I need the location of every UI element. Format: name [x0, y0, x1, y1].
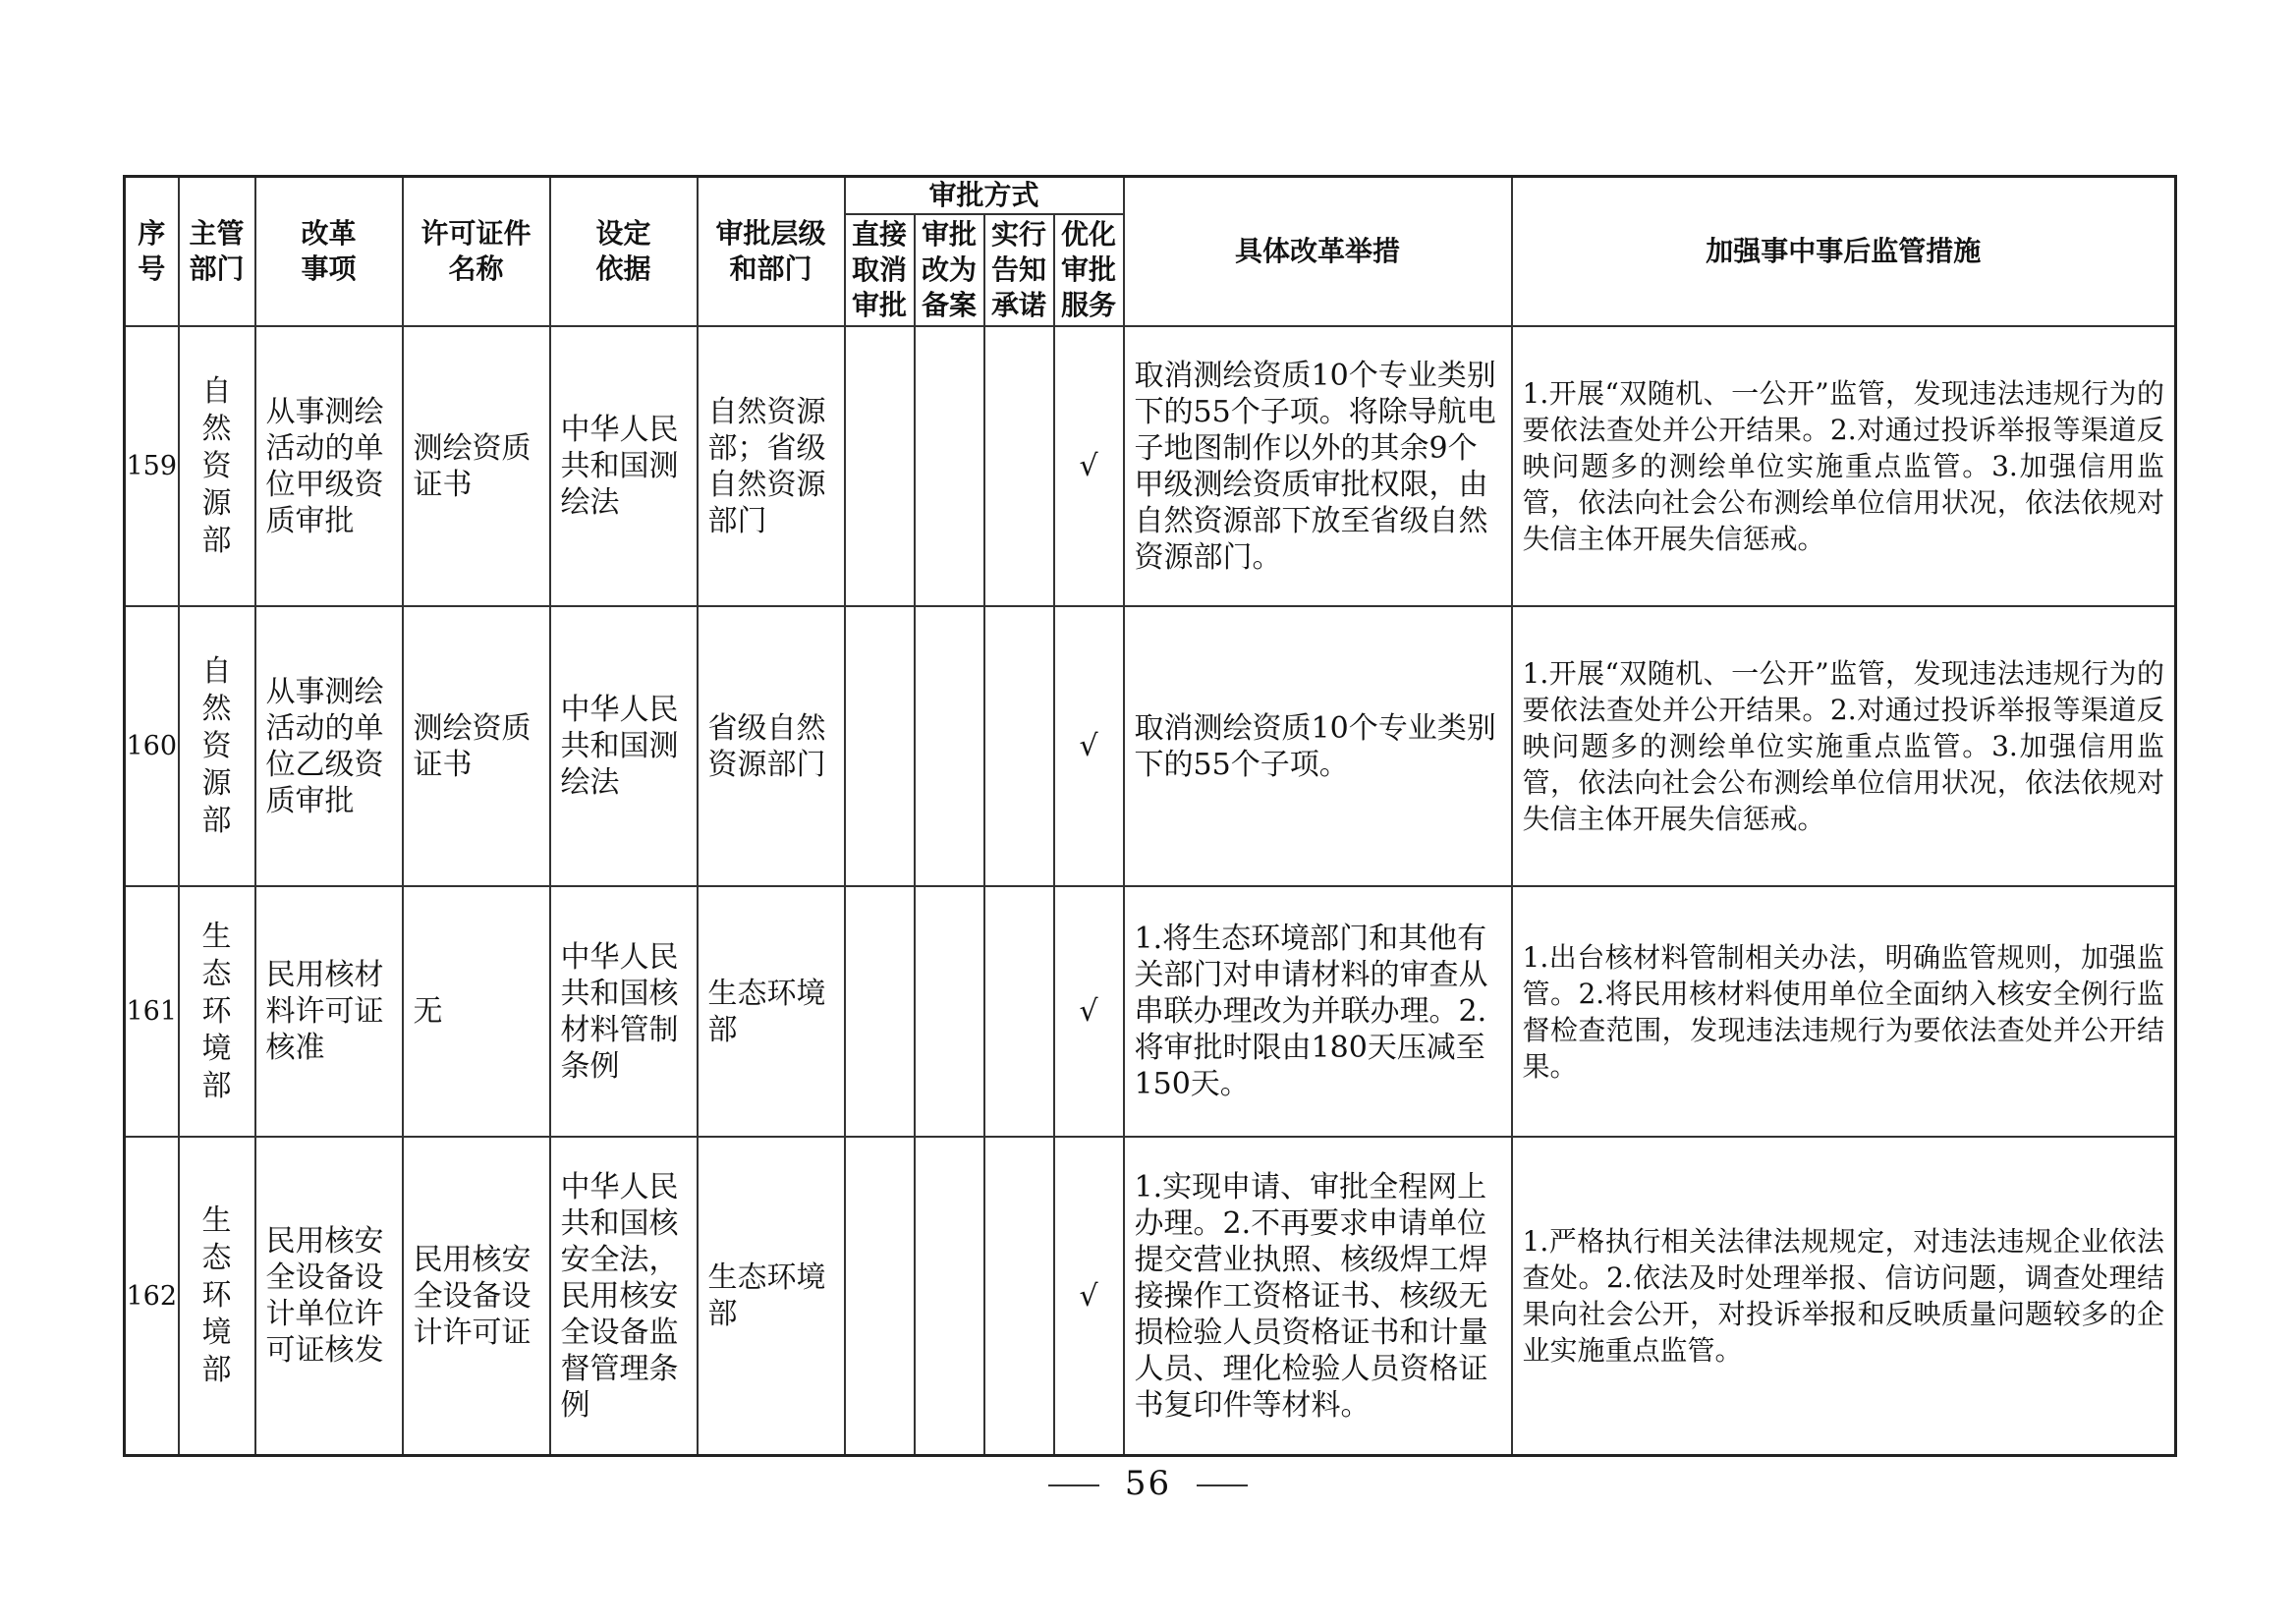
row-item: 民用核材料许可证核准 — [255, 886, 403, 1137]
header-seq: 序号 — [125, 177, 179, 327]
row-dept: 生态环境部 — [179, 1137, 255, 1455]
header-method-cancel: 直接取消审批 — [845, 214, 915, 326]
row-method-filing — [915, 326, 984, 606]
page-footer — [0, 1464, 2296, 1503]
row-measures: 取消测绘资质10个专业类别下的55个子项。将除导航电子地图制作以外的其余9个甲级测绘资质审批权限，由自然资源部下放至省级自然资源部门。 — [1124, 326, 1512, 606]
row-supervision: 1.开展“双随机、一公开”监管，发现违法违规行为的要依法查处并公开结果。2.对通过投诉举报等渠道反映问题多的测绘单位实施重点监管。3.加强信用监管，依法向社会公布测绘单位信用状况，依法依规对失信主体开展失信惩戒。 — [1512, 606, 2176, 886]
row-seq: 162 — [125, 1137, 179, 1455]
row-method-filing — [915, 886, 984, 1137]
row-method-notify — [984, 886, 1054, 1137]
header-method-filing: 审批改为备案 — [915, 214, 984, 326]
row-seq: 161 — [125, 886, 179, 1137]
header-level: 审批层级和部门 — [698, 177, 845, 327]
row-measures: 1.实现申请、审批全程网上办理。2.不再要求申请单位提交营业执照、核级焊工焊接操作工资格证书、核级无损检验人员资格证书和计量人员、理化检验人员资格证书复印件等材料。 — [1124, 1137, 1512, 1455]
row-level: 自然资源部；省级自然资源部门 — [698, 326, 845, 606]
header-measures: 具体改革举措 — [1124, 177, 1512, 327]
row-basis: 中华人民共和国测绘法 — [550, 326, 698, 606]
row-seq: 160 — [125, 606, 179, 886]
row-basis: 中华人民共和国核材料管制条例 — [550, 886, 698, 1137]
row-method-cancel — [845, 326, 915, 606]
row-supervision: 1.严格执行相关法律法规规定，对违法违规企业依法查处。2.依法及时处理举报、信访问题，调查处理结果向社会公开，对投诉举报和反映质量问题较多的企业实施重点监管。 — [1512, 1137, 2176, 1455]
page-number: 56 — [1124, 1464, 1172, 1503]
header-item: 改革事项 — [255, 177, 403, 327]
row-dept: 自然资源部 — [179, 326, 255, 606]
footer-dash-left — [1048, 1484, 1099, 1486]
row-basis: 中华人民共和国核安全法，民用核安全设备监督管理条例 — [550, 1137, 698, 1455]
row-supervision: 1.出台核材料管制相关办法，明确监管规则，加强监管。2.将民用核材料使用单位全面纳入核安全例行监督检查范围，发现违法违规行为要依法查处并公开结果。 — [1512, 886, 2176, 1137]
row-method-cancel — [845, 886, 915, 1137]
row-measures: 1.将生态环境部门和其他有关部门对申请材料的审查从串联办理改为并联办理。2.将审批时限由180天压减至150天。 — [1124, 886, 1512, 1137]
header-supervision: 加强事中事后监管措施 — [1512, 177, 2176, 327]
header-license: 许可证件名称 — [403, 177, 550, 327]
row-method-filing — [915, 1137, 984, 1455]
row-item: 民用核安全设备设计单位许可证核发 — [255, 1137, 403, 1455]
row-method-optimize-check: √ — [1054, 326, 1124, 606]
row-method-notify — [984, 606, 1054, 886]
header-dept: 主管部门 — [179, 177, 255, 327]
row-dept: 自然资源部 — [179, 606, 255, 886]
row-method-cancel — [845, 606, 915, 886]
table-row — [125, 1137, 2176, 1455]
row-level: 生态环境部 — [698, 1137, 845, 1455]
row-method-notify — [984, 326, 1054, 606]
row-measures: 取消测绘资质10个专业类别下的55个子项。 — [1124, 606, 1512, 886]
row-license: 无 — [403, 886, 550, 1137]
row-method-optimize-check: √ — [1054, 1137, 1124, 1455]
row-dept: 生态环境部 — [179, 886, 255, 1137]
row-license: 测绘资质证书 — [403, 326, 550, 606]
header-method-group: 审批方式 — [845, 177, 1124, 215]
row-supervision: 1.开展“双随机、一公开”监管，发现违法违规行为的要依法查处并公开结果。2.对通过投诉举报等渠道反映问题多的测绘单位实施重点监管。3.加强信用监管，依法向社会公布测绘单位信用状况，依法依规对失信主体开展失信惩戒。 — [1512, 326, 2176, 606]
row-method-notify — [984, 1137, 1054, 1455]
row-license: 测绘资质证书 — [403, 606, 550, 886]
header-method-optimize: 优化审批服务 — [1054, 214, 1124, 326]
row-level: 省级自然资源部门 — [698, 606, 845, 886]
table-row — [125, 606, 2176, 886]
reform-table — [123, 175, 2177, 1457]
header-method-notify: 实行告知承诺 — [984, 214, 1054, 326]
table-row — [125, 886, 2176, 1137]
row-level: 生态环境部 — [698, 886, 845, 1137]
header-basis: 设定依据 — [550, 177, 698, 327]
row-license: 民用核安全设备设计许可证 — [403, 1137, 550, 1455]
row-method-cancel — [845, 1137, 915, 1455]
row-basis: 中华人民共和国测绘法 — [550, 606, 698, 886]
row-item: 从事测绘活动的单位甲级资质审批 — [255, 326, 403, 606]
footer-dash-right — [1197, 1484, 1248, 1486]
row-method-optimize-check: √ — [1054, 606, 1124, 886]
row-method-optimize-check: √ — [1054, 886, 1124, 1137]
row-seq: 159 — [125, 326, 179, 606]
row-item: 从事测绘活动的单位乙级资质审批 — [255, 606, 403, 886]
table-row — [125, 326, 2176, 606]
header-row-top — [125, 177, 2176, 215]
row-method-filing — [915, 606, 984, 886]
